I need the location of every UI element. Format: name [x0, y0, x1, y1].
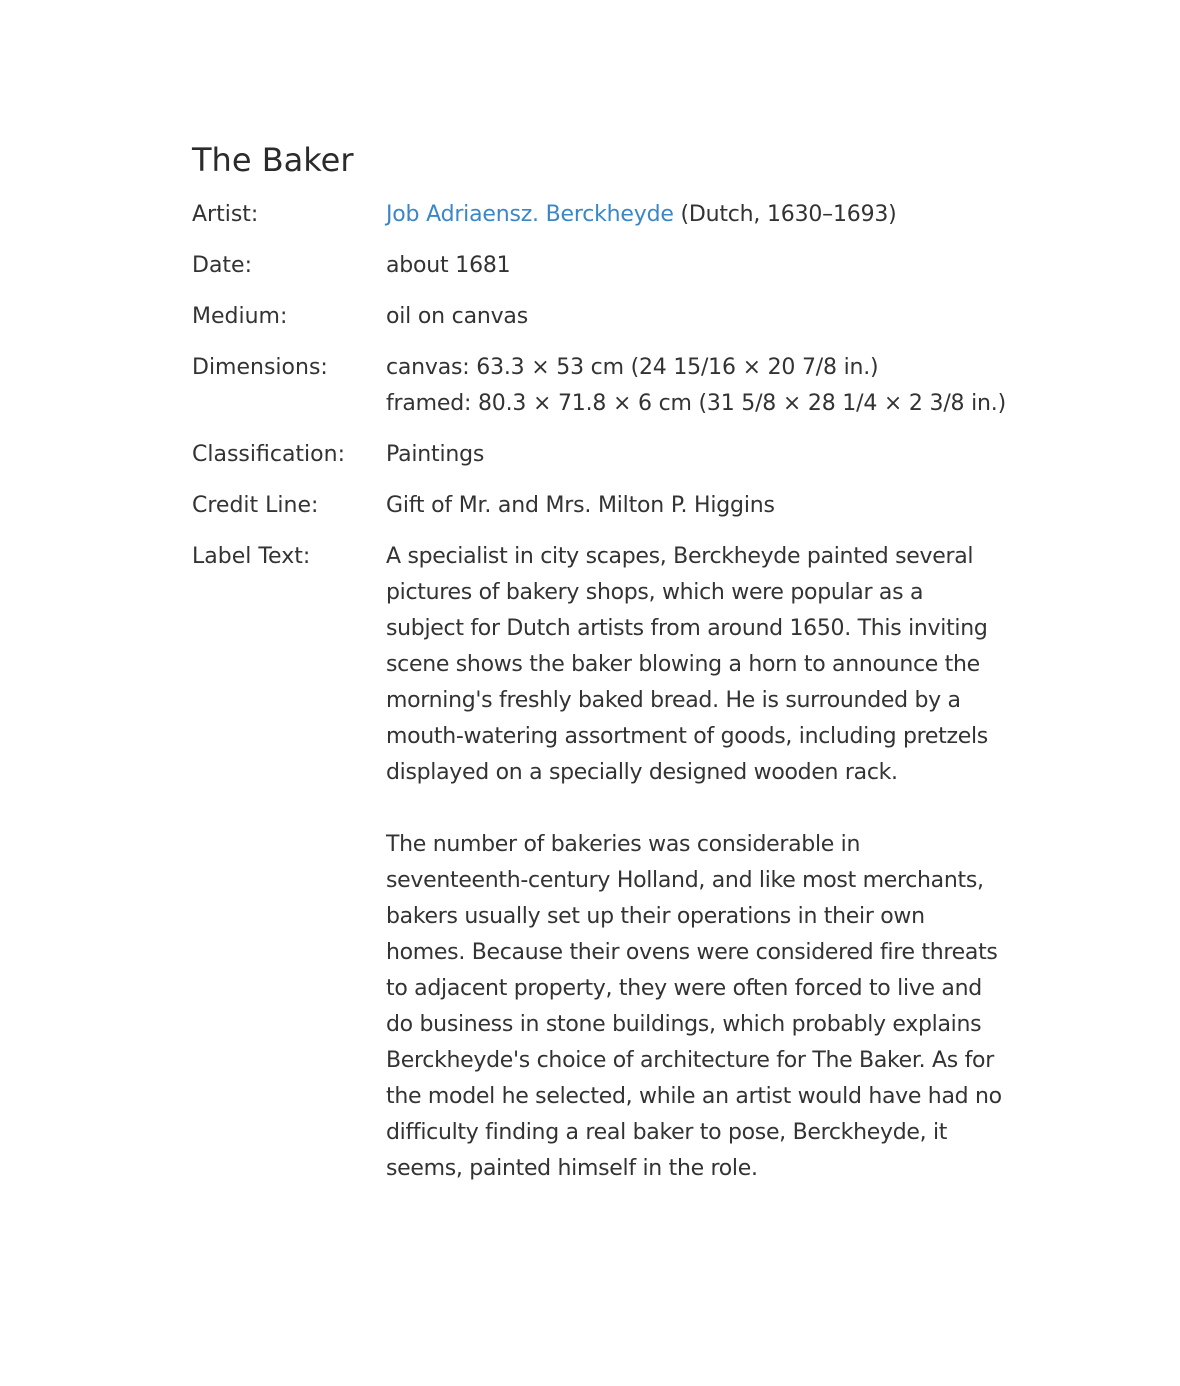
medium-row	[192, 299, 1002, 335]
label-text-row	[192, 539, 1002, 1187]
credit-line-value: Gift of Mr. and Mrs. Milton P. Higgins	[386, 493, 775, 518]
label-text-label: Label Text:	[192, 544, 311, 569]
dimensions-framed: framed: 80.3 × 71.8 × 6 cm (31 5/8 × 28 1/4 × 2 3/8 in.)	[386, 391, 1006, 416]
artist-details: (Dutch, 1630–1693)	[673, 202, 897, 227]
date-row	[192, 248, 1002, 284]
classification-value: Paintings	[386, 442, 485, 467]
artist-label: Artist:	[192, 202, 259, 227]
medium-label: Medium:	[192, 304, 288, 329]
credit-line-row	[192, 488, 1002, 524]
artist-value	[386, 197, 1002, 233]
artwork-record	[192, 136, 1006, 1187]
label-text-paragraph: A specialist in city scapes, Berckheyde painted several pictures of bakery shops, which were popular as a subject for Dutch artists from around 1650. This inviting scene shows the baker blowing a horn to announce the morning's freshly baked bread. He is surrounded by a mouth-watering assortment of goods, including pretzels displayed on a specially designed wooden rack.	[386, 544, 988, 785]
label-text-paragraph: The number of bakeries was considerable in seventeenth-century Holland, and like most merchants, bakers usually set up their operations in their own homes. Because their ovens were considered fire threats to adjacent property, they were often forced to live and do business in stone buildings, which probably explains Berckheyde's choice of architecture for The Baker. As for the model he selected, while an artist would have had no difficulty finding a real baker to pose, Berckheyde, it seems, painted himself in the role.	[386, 832, 1002, 1181]
date-value: about 1681	[386, 253, 511, 278]
dimensions-canvas: canvas: 63.3 × 53 cm (24 15/16 × 20 7/8 in.)	[386, 355, 879, 380]
classification-row	[192, 437, 1002, 473]
dimensions-row	[192, 350, 1006, 422]
dimensions-label: Dimensions:	[192, 355, 328, 380]
classification-label: Classification:	[192, 442, 345, 467]
artist-row	[192, 197, 1002, 233]
dimensions-value	[386, 350, 1006, 422]
date-label: Date:	[192, 253, 252, 278]
artist-link[interactable]: Job Adriaensz. Berckheyde	[386, 202, 674, 227]
artwork-title: The Baker	[192, 141, 354, 179]
medium-value: oil on canvas	[386, 304, 528, 329]
credit-line-label: Credit Line:	[192, 493, 319, 518]
label-text-value	[386, 539, 1002, 1187]
